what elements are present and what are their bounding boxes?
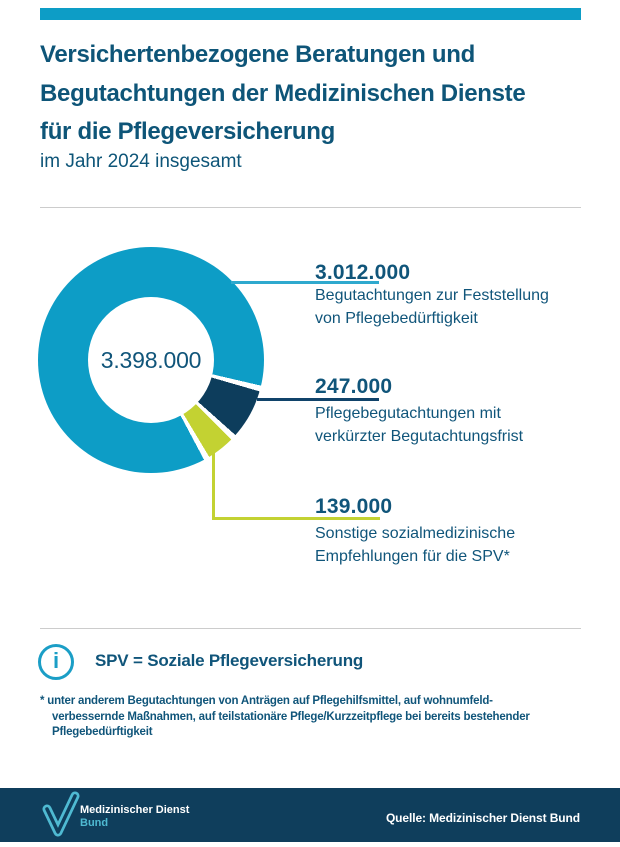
- donut-hole: [88, 297, 214, 423]
- leader-line-yellow-vertical: [212, 449, 215, 519]
- callout-value-begutachtungen: 3.012.000: [315, 261, 411, 284]
- footnote-line: Pflegebedürftigkeit: [52, 726, 153, 738]
- footer-org-sub: Bund: [80, 817, 109, 829]
- callout-label-line: verkürzter Begutachtungsfrist: [315, 427, 524, 445]
- page-subtitle: im Jahr 2024 insgesamt: [40, 151, 242, 172]
- callout-label-line: Empfehlungen für die SPV*: [315, 547, 510, 565]
- spv-definition: SPV = Soziale Pflegeversicherung: [95, 651, 364, 670]
- footnote-line: verbessernde Maßnahmen, auf teilstationäre Pflege/Kurzzeitpflege bei bereits bestehender: [52, 710, 530, 723]
- donut-total-value: 3.398.000: [100, 346, 202, 373]
- callout-value-pflegebegutachtungen: 247.000: [315, 375, 393, 398]
- callout-label-sonstige: [315, 523, 585, 568]
- accent-bar: [40, 8, 581, 20]
- footnote-line: * unter anderem Begutachtungen von Anträgen auf Pflegehilfsmittel, auf wohnumfeld-: [40, 695, 493, 707]
- medizinischer-dienst-logo: [42, 791, 80, 839]
- callout-label-line: Begutachtungen zur Feststellung: [315, 287, 549, 304]
- callout-label-line: von Pflegebedürftigkeit: [315, 309, 478, 327]
- footer-org-name: Medizinischer Dienst: [80, 804, 190, 816]
- callout-label-begutachtungen: [315, 285, 585, 330]
- callout-label-line: Pflegebegutachtungen mit: [315, 405, 501, 422]
- source-credit: Quelle: Medizinischer Dienst Bund: [385, 811, 580, 825]
- callout-label-line: Sonstige sozialmedizinische: [315, 525, 516, 542]
- page-title-line: Versichertenbezogene Beratungen und: [40, 41, 475, 68]
- divider-bottom: [40, 628, 581, 629]
- callout-label-pflegebegutachtungen: [315, 403, 585, 448]
- info-icon: [38, 644, 74, 680]
- info-icon-glyph: i: [52, 648, 60, 673]
- page-title: [40, 36, 600, 152]
- divider-top: [40, 207, 581, 208]
- page-title-line: für die Pflegeversicherung: [40, 118, 335, 145]
- page-title-line: Begutachtungen der Medizinischen Dienste: [40, 79, 526, 107]
- footnote: [40, 694, 585, 741]
- footer-bar: [0, 788, 620, 842]
- callout-value-sonstige: 139.000: [315, 495, 393, 518]
